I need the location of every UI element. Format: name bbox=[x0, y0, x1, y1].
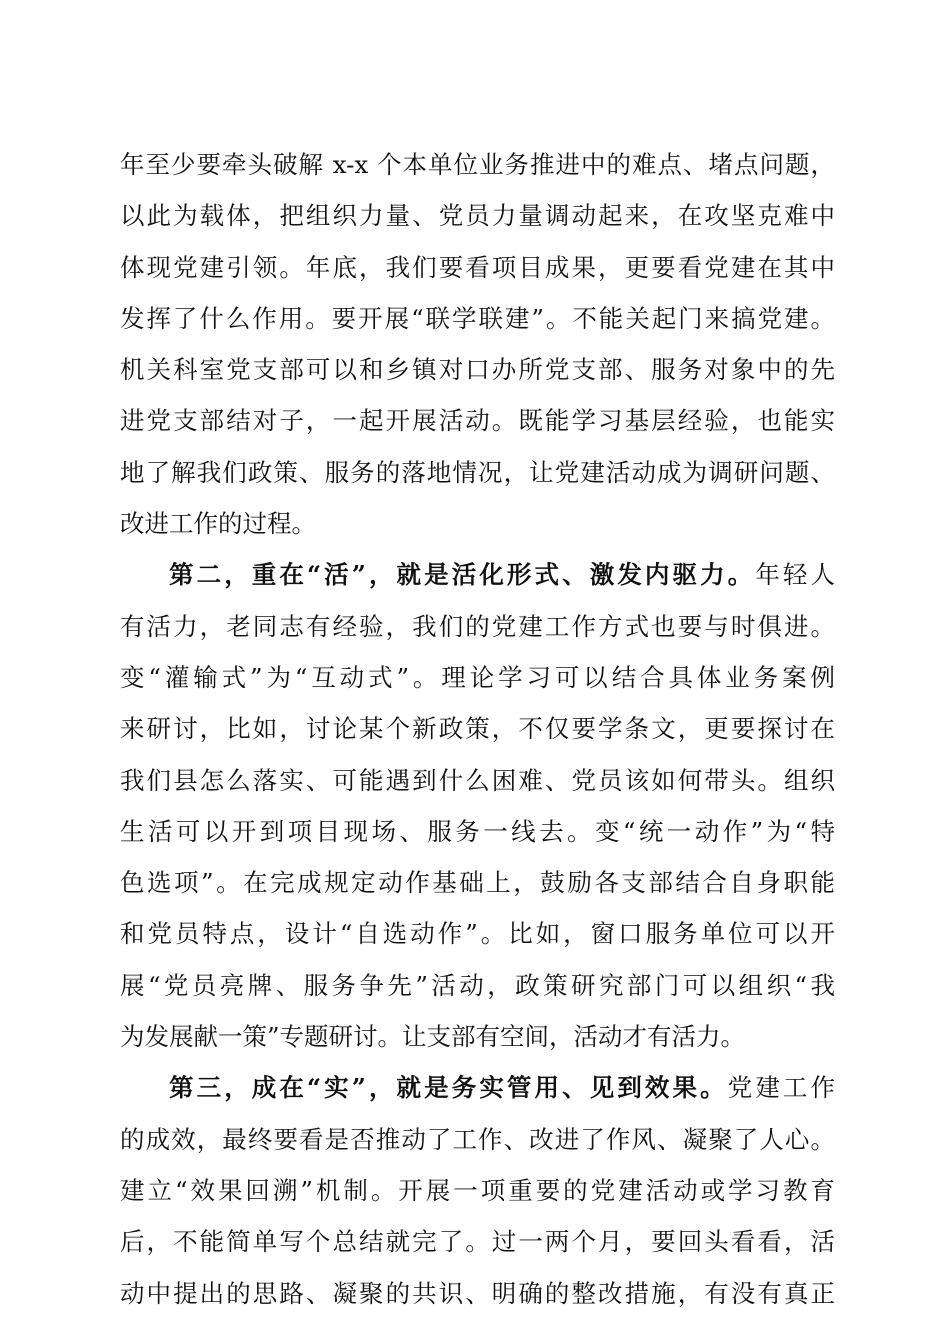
paragraph-heading: 第二，重在“活”，就是活化形式、激发内驱力。 bbox=[169, 560, 756, 590]
text-line: 动中提出的思路、凝聚的共识、明确的整改措施，有没有真正 bbox=[120, 1278, 835, 1308]
text-line: 年至少要牵头破解 x-x 个本单位业务推进中的难点、堵点问题， bbox=[120, 150, 835, 179]
text-run: 年轻人 bbox=[755, 560, 836, 590]
text-line: 有活力，老同志有经验，我们的党建工作方式也要与时俱进。 bbox=[120, 611, 835, 641]
paragraph-heading: 第三，成在“实”，就是务实管用、见到效果。 bbox=[169, 1073, 728, 1103]
text-line: 进党支部结对子，一起开展活动。既能学习基层经验，也能实 bbox=[120, 406, 835, 436]
text-line: 来研讨，比如，讨论某个新政策，不仅要学条文，更要探讨在 bbox=[120, 714, 835, 744]
text-line: 以此为载体，把组织力量、党员力量调动起来，在攻坚克难中 bbox=[120, 201, 835, 231]
text-line: 色选项”。在完成规定动作基础上，鼓励各支部结合自身职能 bbox=[120, 868, 835, 898]
text-run: 党建工作 bbox=[727, 1073, 836, 1103]
text-line: 的成效，最终要看是否推动了工作、改进了作风、凝聚了人心。 bbox=[120, 1124, 835, 1154]
text-line: 体现党建引领。年底，我们要看项目成果，更要看党建在其中 bbox=[120, 252, 835, 282]
text-line: 地了解我们政策、服务的落地情况，让党建活动成为调研问题、 bbox=[120, 457, 835, 487]
text-line: 建立“效果回溯”机制。开展一项重要的党建活动或学习教育 bbox=[120, 1175, 835, 1205]
body-text bbox=[120, 139, 835, 1319]
text-line: 后，不能简单写个总结就完了。过一两个月，要回头看看，活 bbox=[120, 1227, 835, 1257]
text-line: 为发展献一策”专题研讨。让支部有空间，活动才有活力。 bbox=[120, 1022, 746, 1052]
text-line: 我们县怎么落实、可能遇到什么困难、党员该如何带头。组织 bbox=[120, 765, 835, 795]
text-line: 变“灌输式”为“互动式”。理论学习可以结合具体业务案例 bbox=[120, 662, 835, 692]
paragraph-first-line bbox=[120, 549, 835, 600]
text-line: 改进工作的过程。 bbox=[120, 509, 316, 539]
text-line: 生活可以开到项目现场、服务一线去。变“统一动作”为“特 bbox=[120, 816, 835, 846]
text-line: 机关科室党支部可以和乡镇对口办所党支部、服务对象中的先 bbox=[120, 355, 835, 385]
text-line: 和党员特点，设计“自选动作”。比如，窗口服务单位可以开 bbox=[120, 919, 835, 949]
text-line: 发挥了什么作用。要开展“联学联建”。不能关起门来搞党建。 bbox=[120, 303, 835, 333]
text-line: 展“党员亮牌、服务争先”活动，政策研究部门可以组织“我 bbox=[120, 970, 835, 1000]
paragraph-first-line bbox=[120, 1062, 835, 1113]
